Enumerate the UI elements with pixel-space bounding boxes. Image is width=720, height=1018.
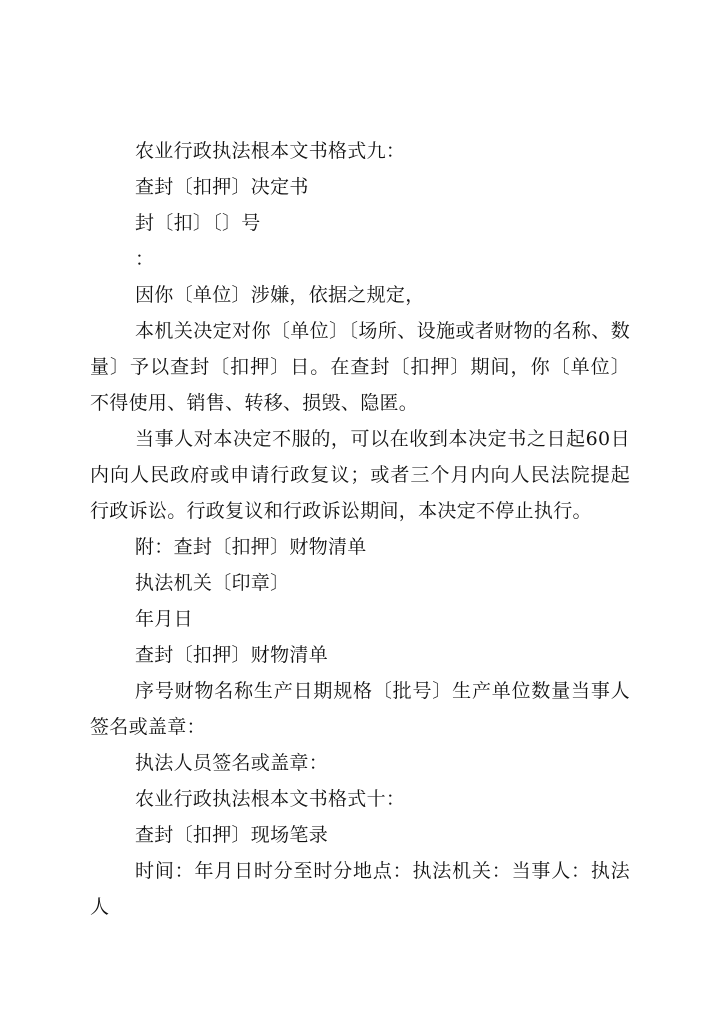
appeal-rights-paragraph: 当事人对本决定不服的，可以在收到本决定书之日起60日内向人民政府或申请行政复议；或者三个月内向人民法院提起行政诉讼。行政复议和行政诉讼期间，本决定不停止执行。 <box>90 428 630 522</box>
form-ten-heading: 农业行政执法根本文书格式十： <box>135 788 406 810</box>
suspicion-basis-paragraph: 因你〔单位〕涉嫌，依据之规定， <box>135 284 425 306</box>
property-list-columns: 序号财物名称生产日期规格〔批号〕生产单位数量当事人签名或盖章： <box>90 680 630 738</box>
decision-paragraph: 本机关决定对你〔单位〕〔场所、设施或者财物的名称、数量〕予以查封〔扣押〕日。在查封〔扣押〕期间，你〔单位〕不得使用、销售、转移、损毁、隐匿。 <box>90 320 630 414</box>
document-number-line: 封〔扣〕〔〕号 <box>135 212 261 234</box>
attachment-line: 附：查封〔扣押〕财物清单 <box>135 536 367 558</box>
date-line: 年月日 <box>135 608 193 630</box>
officer-signature-line: 执法人员签名或盖章： <box>135 752 329 774</box>
property-list-title: 查封〔扣押〕财物清单 <box>135 644 329 666</box>
form-nine-heading: 农业行政执法根本文书格式九： <box>135 140 406 162</box>
onsite-record-title: 查封〔扣押〕现场笔录 <box>135 824 329 846</box>
authority-seal-line: 执法机关〔印章〕 <box>135 572 290 594</box>
seizure-decision-title: 查封〔扣押〕决定书 <box>135 176 309 198</box>
addressee-line: ： <box>135 248 155 270</box>
record-details-line: 时间：年月日时分至时分地点：执法机关：当事人：执法人 <box>90 860 630 918</box>
document-body <box>90 133 630 925</box>
